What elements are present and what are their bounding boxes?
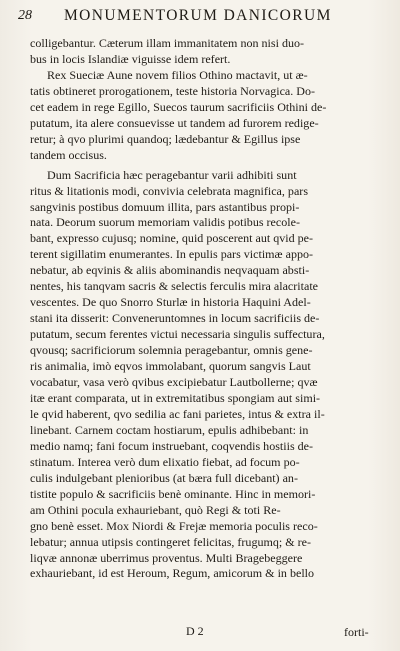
page-number: 28 xyxy=(18,8,32,23)
text-line: tandem occisus. xyxy=(30,147,107,162)
text-line: lebatur; annua utipsis contingeret felicitas, frugumq; & re- xyxy=(30,534,312,549)
page-header xyxy=(18,8,386,30)
text-line: terent sigillatim enumerantes. In epulis pars victimæ appo- xyxy=(30,247,314,262)
text-line: stinatum. Interea verò dum elixatio fiebat, ad focum po- xyxy=(30,454,300,469)
catchword: forti- xyxy=(344,625,369,639)
text-line: stani ita disserit: Conveneruntomnes in locum sacrificiis de- xyxy=(30,311,320,326)
text-line: nebatur, ab eqvinis & aliis abominandis neqvaquam absti- xyxy=(30,263,310,278)
paragraph xyxy=(30,168,386,583)
text-line: liqvæ annonæ uberrimus proventus. Multi Bragebeggere xyxy=(30,550,303,565)
text-line: Dum Sacrificia hæc peragebantur varii adhibiti sunt xyxy=(47,167,297,182)
paragraph xyxy=(30,36,386,68)
text-line: vescentes. De quo Snorro Sturlæ in historia Haquini Adel- xyxy=(30,295,311,310)
text-line: Rex Sueciæ Aune novem filios Othino mactavit, ut æ- xyxy=(47,67,308,82)
text-line: colligebantur. Cæterum illam immanitatem non nisi duo- xyxy=(30,36,305,50)
text-line: exhauriebant, id est Heroum, Regum, amicorum & in bello xyxy=(30,566,315,581)
text-line: bant, expresso cujusq; nomine, quid poscerent aut qvid pe- xyxy=(30,231,314,246)
text-line: tistite populo & sacrificiis benè ominante. Hinc in memori- xyxy=(30,486,316,501)
text-line: tatis obtineret prorogationem, teste historia Norvagica. Do- xyxy=(30,83,316,98)
signature-mark: D 2 xyxy=(186,624,204,638)
text-line: retur; à qvo plurimi quandoq; lædebantur & Egillus ipse xyxy=(30,131,301,146)
text-line: ritus & litationis modi, convivia celebrata magnifica, pars xyxy=(30,183,309,198)
text-line: le qvid haberent, qvo sedilia ac fani parietes, intus & extra il- xyxy=(30,406,325,421)
text-line: putatum, ita alere consuevisse ut tandem ad furorem redige- xyxy=(30,115,319,130)
text-line: medio namq; fani focum instruebant, coqvendis hostiis de- xyxy=(30,438,314,453)
text-line: vocabatur, vasa verò qvibus excipiebatur Lautbollerne; qvæ xyxy=(30,375,318,390)
text-line: ris animalia, imò eqvos immolabant, quorum sangvis Laut xyxy=(30,359,311,374)
text-line: qvousq; sacrificiorum solemnia peragebantur, omnis gene- xyxy=(30,343,313,358)
page-body xyxy=(30,36,386,582)
running-head: MONUMENTORUM DANICORUM xyxy=(64,7,332,24)
paragraph xyxy=(30,68,386,164)
text-line: gno benè esset. Mox Niordi & Frejæ memoria poculis reco- xyxy=(30,518,318,533)
text-line: cet eadem in rege Egillo, Suecos taurum sacrificiis Othini de- xyxy=(30,99,327,114)
text-line: putatum, secum ferentes victui necessaria singulis suffectura, xyxy=(30,327,325,342)
text-line: nata. Deorum suorum memoriam validis potibus recole- xyxy=(30,215,300,230)
text-line: bus in locis Islandiæ viguisse idem refert. xyxy=(30,51,231,66)
text-line: nentes, his tanqvam sacris & selectis ferculis mira alacritate xyxy=(30,279,319,294)
text-line: am Othini pocula exhauriebant, quò Regi & toti Re- xyxy=(30,502,281,517)
text-line: sangvinis postibus domuum illita, pars astantibus propi- xyxy=(30,199,300,214)
text-line: linebant. Carnem coctam hostiarum, epulis adhibebant: in xyxy=(30,422,309,437)
text-line: itæ erant comparata, ut in extremitatibus spongiam aut simi- xyxy=(30,390,321,405)
text-line: culis indulgebant plenioribus (at bæra full dicebant) an- xyxy=(30,470,298,485)
